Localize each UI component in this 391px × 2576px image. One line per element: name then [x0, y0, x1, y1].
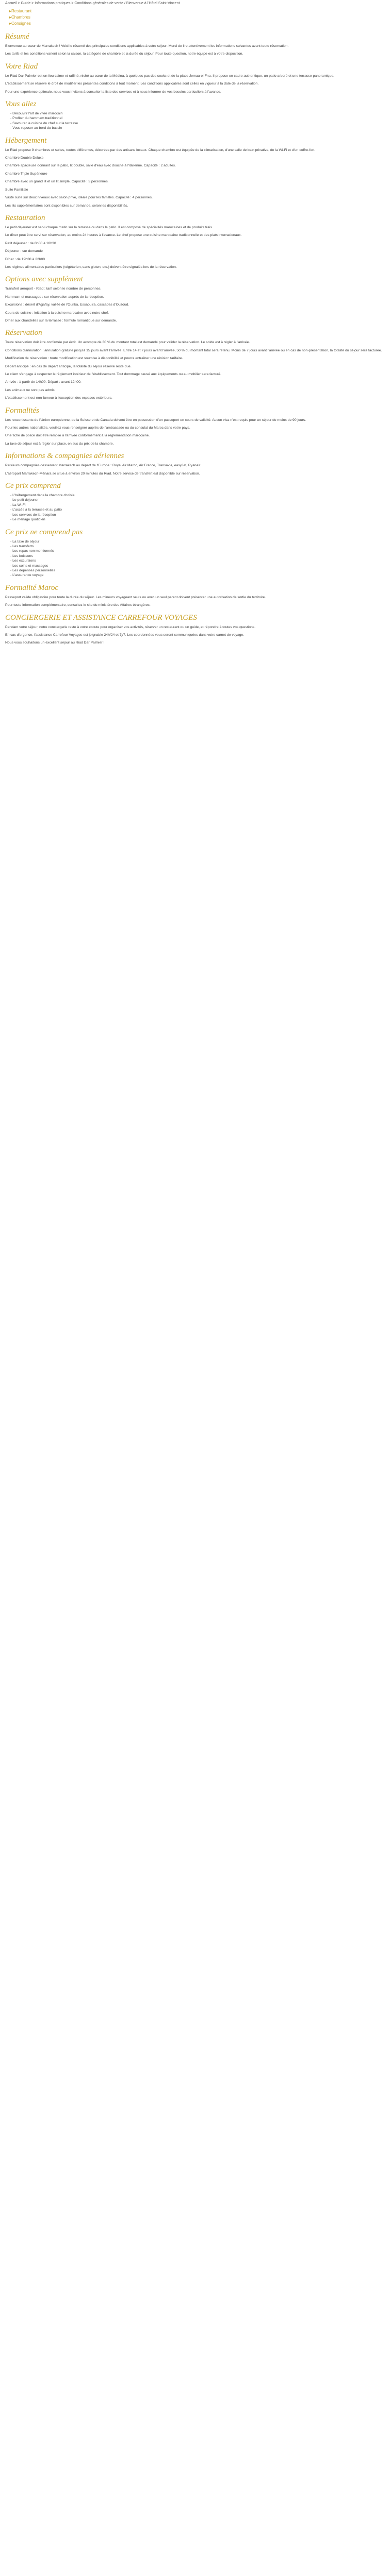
- section-title: Hébergement: [5, 136, 47, 145]
- section-paragraph: Plusieurs compagnies desservent Marrakech au départ de l'Europe : Royal Air Maroc, Air France, Transavia, easyJet, Ryanair.: [5, 464, 201, 468]
- section-paragraph: L'établissement se réserve le droit de modifier les présentes conditions à tout moment. Les conditions applicables sont celles en vigueur à la date de la réservation.: [5, 82, 259, 86]
- section-paragraph: Cours de cuisine : initiation à la cuisine marocaine avec notre chef.: [5, 311, 109, 315]
- section-paragraph: Pour toute information complémentaire, consultez le site du ministère des Affaires étrangères.: [5, 603, 151, 607]
- section-paragraph: Le petit déjeuner est servi chaque matin sur la terrasse ou dans le patio. Il est composé de spécialités marocaines et de produits frais.: [5, 225, 213, 229]
- section-paragraph: En cas d'urgence, l'assistance Carrefour Voyages est joignable 24h/24 et 7j/7. Les coordonnées vous seront communiquées dans votre carnet de voyage.: [5, 633, 245, 637]
- section-paragraph: Le Riad Dar Palmier est un lieu calme et raffiné, niché au cœur de la Médina, à quelques pas des souks et de la place Jemaa el-Fna. Il propose un cadre authentique, un patio arboré et une terrasse panoramique.: [5, 74, 335, 78]
- list-item: - Vous reposer au bord du bassin: [10, 126, 386, 130]
- section-paragraph: Départ anticipé : en cas de départ anticipé, la totalité du séjour réservé reste due.: [5, 364, 132, 368]
- page: [0, 0, 391, 659]
- section: [5, 32, 386, 57]
- section-paragraph: Arrivée : à partir de 14h00. Départ : avant 12h00.: [5, 380, 82, 384]
- list-item: - Les repas non mentionnés: [10, 549, 386, 553]
- section-paragraph: Dîner : de 19h30 à 22h00: [5, 257, 45, 261]
- section: [5, 213, 386, 269]
- section-paragraph: Suite Familiale: [5, 188, 28, 192]
- section-paragraph: Le Riad propose 9 chambres et suites, toutes différentes, décorées par des artisans locaux. Chaque chambre est équipée de la climatisation, d'une salle de bain privative, de la Wi-Fi et d'un coffre-fort.: [5, 148, 316, 152]
- list-item: - Les transferts: [10, 544, 386, 549]
- section-paragraph: L'établissement est non-fumeur à l'exception des espaces extérieurs.: [5, 396, 112, 400]
- section-paragraph: Chambre spacieuse donnant sur le patio, lit double, salle d'eau avec douche à l'italienne. Capacité : 2 adultes.: [5, 164, 176, 168]
- section: [5, 328, 386, 400]
- section-paragraph: La taxe de séjour est à régler sur place, en sus du prix de la chambre.: [5, 442, 114, 446]
- section-paragraph: Le dîner peut être servi sur réservation, au moins 24 heures à l'avance. Le chef propose une cuisine marocaine traditionnelle et des plats internationaux.: [5, 233, 242, 238]
- section-title: CONCIERGERIE ET ASSISTANCE CARREFOUR VOYAGES: [5, 613, 197, 622]
- list-item: - Savourer la cuisine du chef sur la terrasse: [10, 121, 386, 126]
- section: [5, 613, 386, 646]
- section-paragraph: Une fiche de police doit être remplie à l'arrivée conformément à la réglementation marocaine.: [5, 434, 150, 438]
- section-paragraph: Dîner aux chandelles sur la terrasse : formule romantique sur demande.: [5, 318, 117, 323]
- section-paragraph: Déjeuner : sur demande: [5, 249, 43, 253]
- section: [5, 136, 386, 208]
- section-list: [5, 539, 386, 578]
- section-paragraph: Nous vous souhaitons un excellent séjour au Riad Dar Palmier !: [5, 641, 105, 645]
- section: [5, 528, 386, 578]
- section-paragraph: Les régimes alimentaires particuliers (végétarien, sans gluten, etc.) doivent être signalés lors de la réservation.: [5, 265, 177, 269]
- section-paragraph: Petit déjeuner : de 8h00 à 10h30: [5, 241, 56, 245]
- quick-link[interactable]: ▸ Restaurant: [9, 8, 386, 14]
- list-item: - Les boissons: [10, 554, 386, 558]
- section-title: Résumé: [5, 32, 29, 41]
- section-paragraph: Modification de réservation : toute modification est soumise à disponibilité et pourra entraîner une révision tarifaire.: [5, 357, 183, 361]
- section-paragraph: Excursions : désert d'Agafay, vallée de l'Ourika, Essaouira, cascades d'Ouzoud.: [5, 303, 129, 307]
- section-paragraph: Hammam et massages : sur réservation auprès de la réception.: [5, 295, 104, 299]
- list-item: - Les services de la réception: [10, 513, 386, 517]
- breadcrumb: Accueil > Guide > Informations pratiques > Conditions générales de vente / Bienvenue à l'Hôtel Saint-Vincent: [5, 2, 180, 5]
- section-title: Restauration: [5, 213, 45, 222]
- section-paragraph: Vaste suite sur deux niveaux avec salon privé, idéale pour les familles. Capacité : 4 personnes.: [5, 196, 153, 200]
- section-paragraph: Conditions d'annulation : annulation gratuite jusqu'à 15 jours avant l'arrivée. Entre 14 et 7 jours avant l'arrivée, 50 % du montant total sera retenu. Moins de 7 jours avant l'arrivée ou en cas de non-présentation, la totalité du séjour sera facturée.: [5, 348, 382, 352]
- section-title: Vous allez: [5, 100, 37, 109]
- section-paragraph: Les ressortissants de l'Union européenne, de la Suisse et du Canada doivent être en possession d'un passeport en cours de validité. Aucun visa n'est requis pour un séjour de moins de 90 jours.: [5, 418, 306, 422]
- list-item: - L'assurance voyage: [10, 573, 386, 578]
- list-item: - Le petit déjeuner: [10, 498, 386, 502]
- section: [5, 275, 386, 323]
- list-item: - La Wi-Fi: [10, 503, 386, 507]
- section: [5, 99, 386, 131]
- section-title: Formalité Maroc: [5, 583, 59, 592]
- section-title: Options avec supplément: [5, 275, 83, 284]
- list-item: - Les dépenses personnelles: [10, 568, 386, 573]
- list-item: - Le ménage quotidien: [10, 517, 386, 522]
- section-title: Informations & compagnies aériennes: [5, 452, 124, 461]
- section-paragraph: Passeport valide obligatoire pour toute la durée du séjour. Les mineurs voyageant seuls ou avec un seul parent doivent présenter une autorisation de sortie du territoire.: [5, 595, 266, 599]
- quick-link[interactable]: ▸ Consignes: [9, 21, 386, 27]
- section-paragraph: Transfert aéroport - Riad : tarif selon le nombre de personnes.: [5, 287, 102, 291]
- content-sections: [5, 32, 386, 646]
- section-paragraph: Le client s'engage à respecter le règlement intérieur de l'établissement. Tout dommage causé aux équipements ou au mobilier sera facturé.: [5, 372, 221, 376]
- section-title: Ce prix ne comprend pas: [5, 528, 83, 536]
- section: [5, 481, 386, 522]
- section-paragraph: Pour une expérience optimale, nous vous invitons à consulter la liste des services et à nous informer de vos besoins particuliers à l'avance.: [5, 90, 221, 94]
- list-item: - Les excursions: [10, 558, 386, 563]
- list-item: - L'accès à la terrasse et au patio: [10, 507, 386, 512]
- section: [5, 583, 386, 608]
- quick-link[interactable]: ▸ Chambres: [9, 14, 386, 21]
- section-paragraph: Les animaux ne sont pas admis.: [5, 388, 56, 392]
- section-title: Votre Riad: [5, 62, 38, 71]
- section: [5, 406, 386, 447]
- section-paragraph: Pour les autres nationalités, veuillez vous renseigner auprès de l'ambassade ou du consulat du Maroc dans votre pays.: [5, 426, 190, 430]
- section: [5, 62, 386, 94]
- section-list: [5, 493, 386, 522]
- section-paragraph: L'aéroport Marrakech-Ménara se situe à environ 20 minutes du Riad. Notre service de transfert est disponible sur réservation.: [5, 471, 200, 476]
- section-paragraph: Bienvenue au cœur de Marrakech ! Voici le résumé des principales conditions applicables à votre séjour. Merci de lire attentivement les informations suivantes avant toute réservation.: [5, 44, 289, 48]
- list-item: - L'hébergement dans la chambre choisie: [10, 493, 386, 498]
- section: [5, 451, 386, 476]
- section-paragraph: Les lits supplémentaires sont disponibles sur demande, selon les disponibilités.: [5, 204, 128, 208]
- section-paragraph: Chambre Triple Supérieure: [5, 172, 47, 176]
- list-item: - Les soins et massages: [10, 564, 386, 568]
- section-paragraph: Pendant votre séjour, notre conciergerie reste à votre écoute pour organiser vos activités, réserver un restaurant ou un guide, et répondre à toutes vos questions.: [5, 625, 256, 629]
- list-item: - Découvrir l'art de vivre marocain: [10, 111, 386, 116]
- section-title: Formalités: [5, 406, 39, 415]
- section-title: Ce prix comprend: [5, 482, 61, 490]
- list-item: - Profiter du hammam traditionnel: [10, 116, 386, 121]
- section-list: [5, 111, 386, 131]
- section-paragraph: Chambre Double Deluxe: [5, 156, 44, 160]
- section-title: Réservation: [5, 329, 42, 337]
- section-paragraph: Chambre avec un grand lit et un lit simple. Capacité : 3 personnes.: [5, 180, 109, 184]
- section-paragraph: Les tarifs et les conditions varient selon la saison, la catégorie de chambre et la durée du séjour. Pour toute question, notre équipe est à votre disposition.: [5, 52, 243, 56]
- section-paragraph: Toute réservation doit être confirmée par écrit. Un acompte de 30 % du montant total est demandé pour valider la réservation. Le solde est à régler à l'arrivée.: [5, 341, 250, 345]
- list-item: - La taxe de séjour: [10, 539, 386, 544]
- quick-links: [5, 8, 386, 27]
